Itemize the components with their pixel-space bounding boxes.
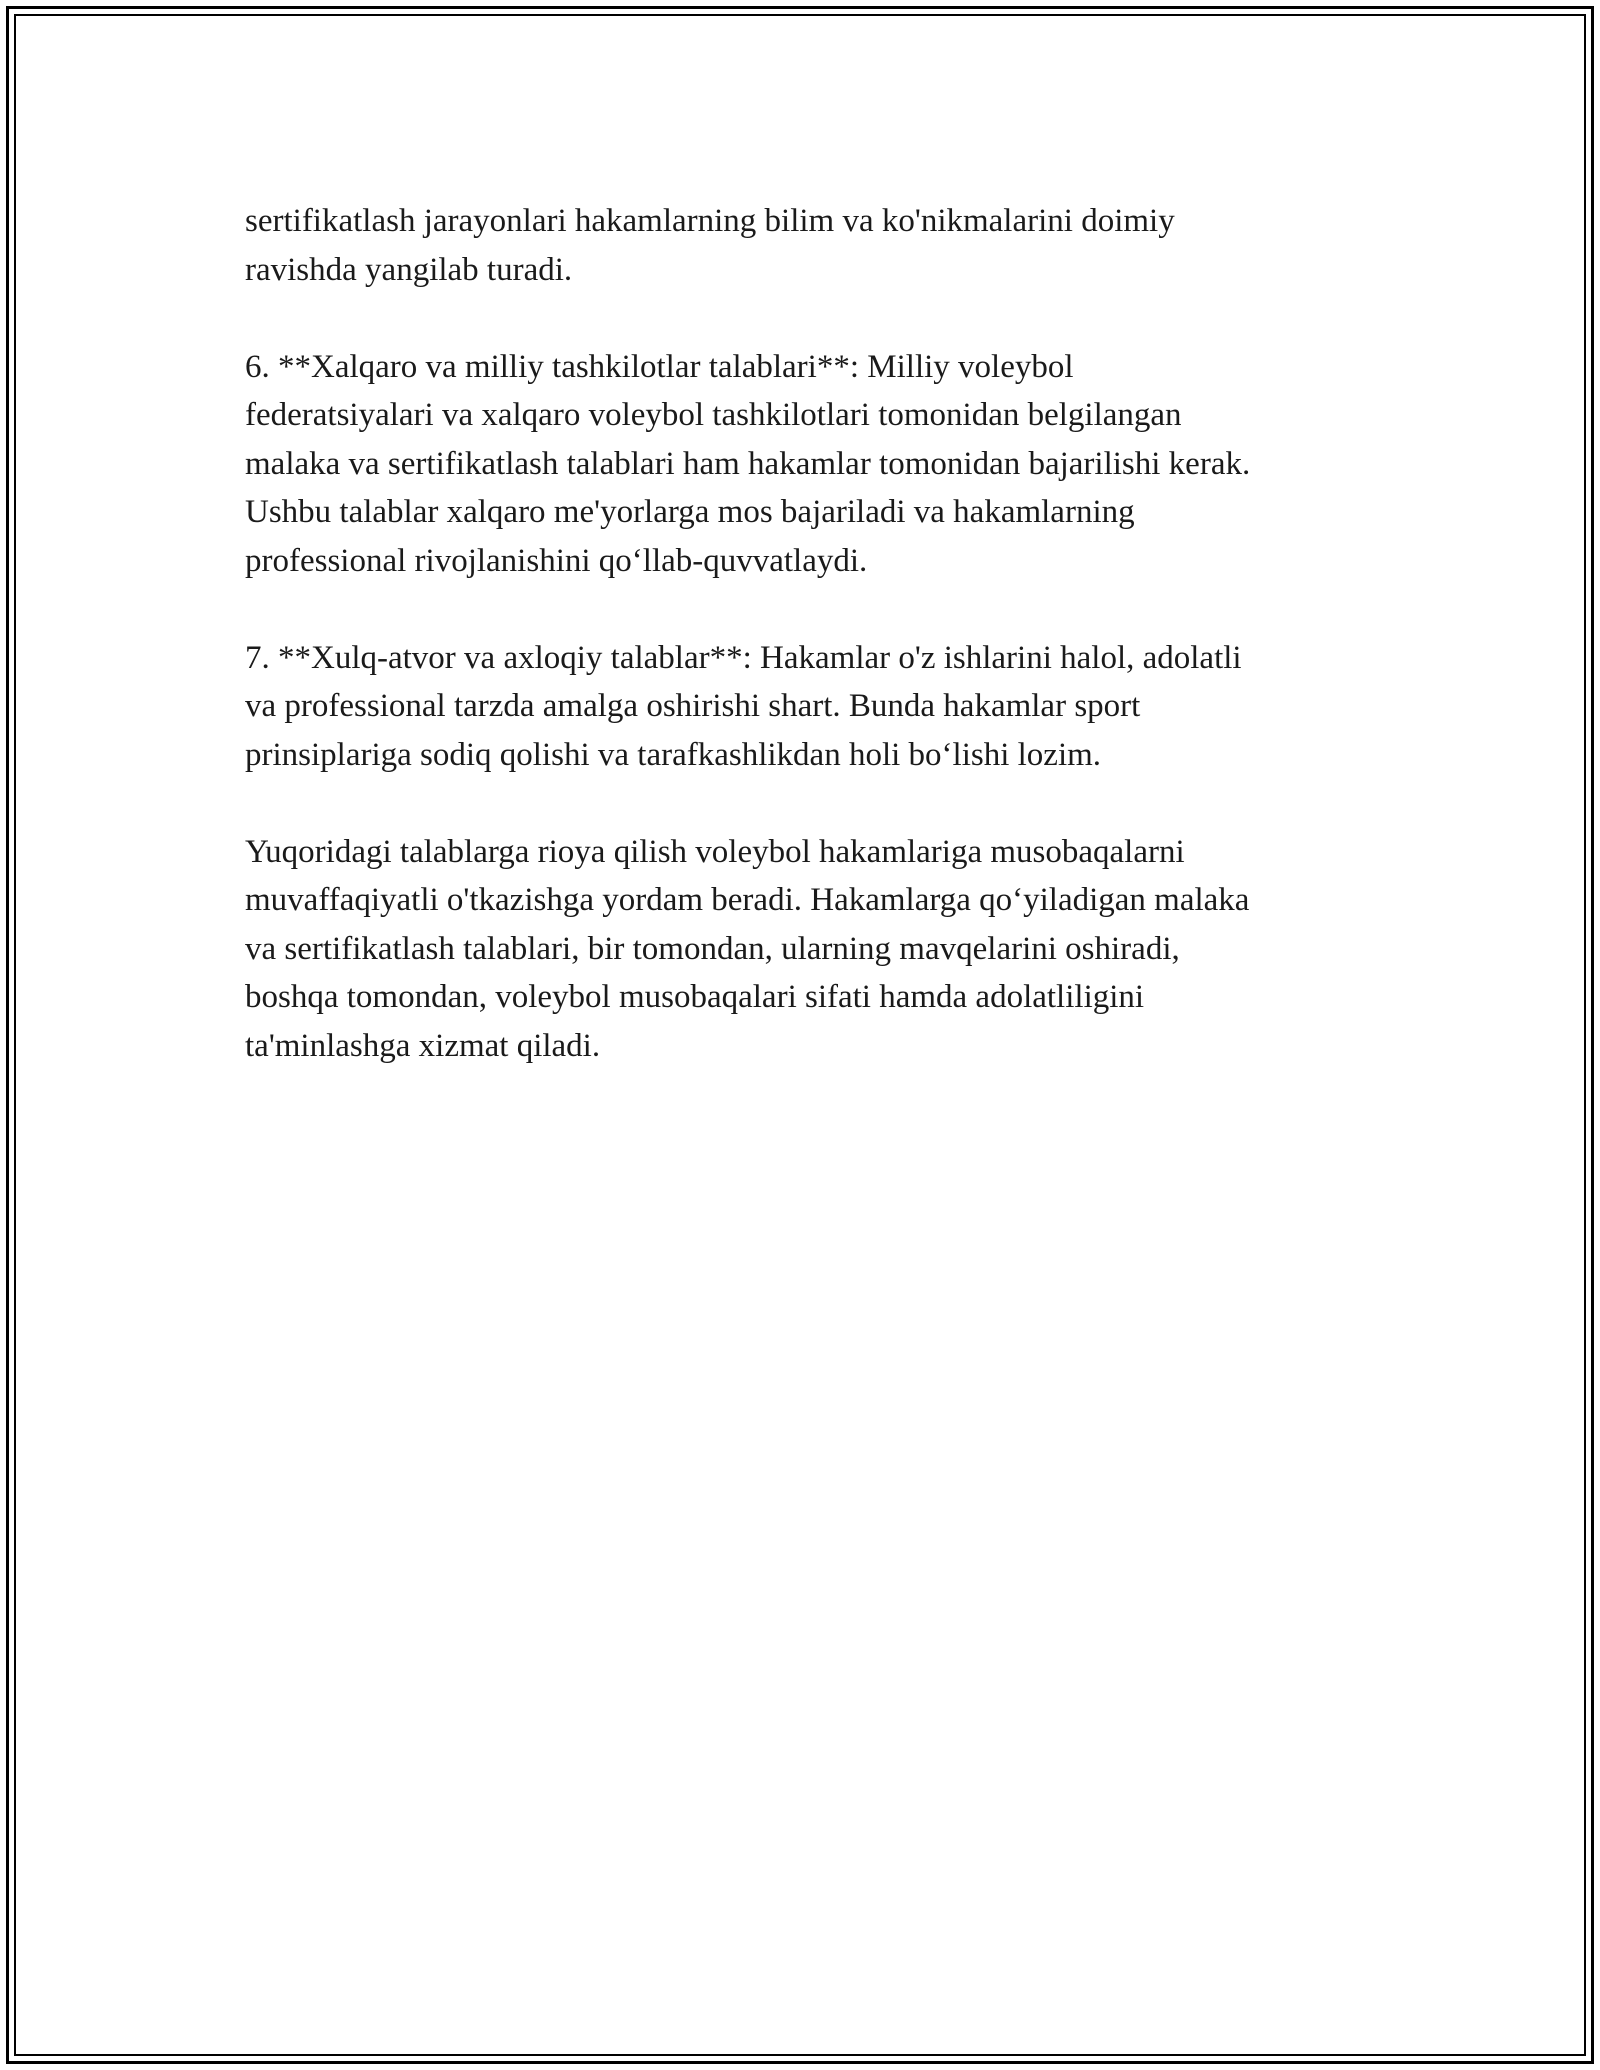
- text-line: ravishda yangilab turadi.: [245, 251, 573, 288]
- paragraph-item-7: [245, 634, 1375, 780]
- text-line: 6. **Xalqaro va milliy tashkilotlar talablari**: Milliy voleybol: [245, 348, 1074, 385]
- text-line: ta'minlashga xizmat qiladi.: [245, 1027, 601, 1064]
- text-line: malaka va sertifikatlash talablari ham hakamlar tomonidan bajarilishi kerak.: [245, 445, 1251, 482]
- text-line: va sertifikatlash talablari, bir tomondan, ularning mavqelarini oshiradi,: [245, 930, 1180, 967]
- paragraph-item-6: [245, 343, 1375, 586]
- text-line: boshqa tomondan, voleybol musobaqalari sifati hamda adolatliligini: [245, 979, 1145, 1015]
- paragraph-certification-continuation: [245, 197, 1375, 294]
- document-body: [245, 197, 1375, 1119]
- text-line: professional rivojlanishini qo‘llab-quvvatlaydi.: [245, 542, 868, 579]
- text-line: prinsiplariga sodiq qolishi va tarafkashlikdan holi bo‘lishi lozim.: [245, 736, 1102, 773]
- text-line: federatsiyalari va xalqaro voleybol tashkilotlari tomonidan belgilangan: [245, 397, 1182, 433]
- text-line: Yuqoridagi talablarga rioya qilish voleybol hakamlariga musobaqalarni: [245, 833, 1185, 870]
- paragraph-conclusion: [245, 828, 1375, 1071]
- text-line: muvaffaqiyatli o'tkazishga yordam beradi. Hakamlarga qo‘yiladigan malaka: [245, 882, 1250, 918]
- page-border: [6, 6, 1594, 2064]
- text-line: 7. **Xulq-atvor va axloqiy talablar**: Hakamlar o'z ishlarini halol, adolatli: [245, 639, 1242, 676]
- text-line: sertifikatlash jarayonlari hakamlarning bilim va ko'nikmalarini doimiy: [245, 203, 1175, 239]
- text-line: Ushbu talablar xalqaro me'yorlarga mos bajariladi va hakamlarning: [245, 494, 1135, 530]
- text-line: va professional tarzda amalga oshirishi shart. Bunda hakamlar sport: [245, 688, 1141, 724]
